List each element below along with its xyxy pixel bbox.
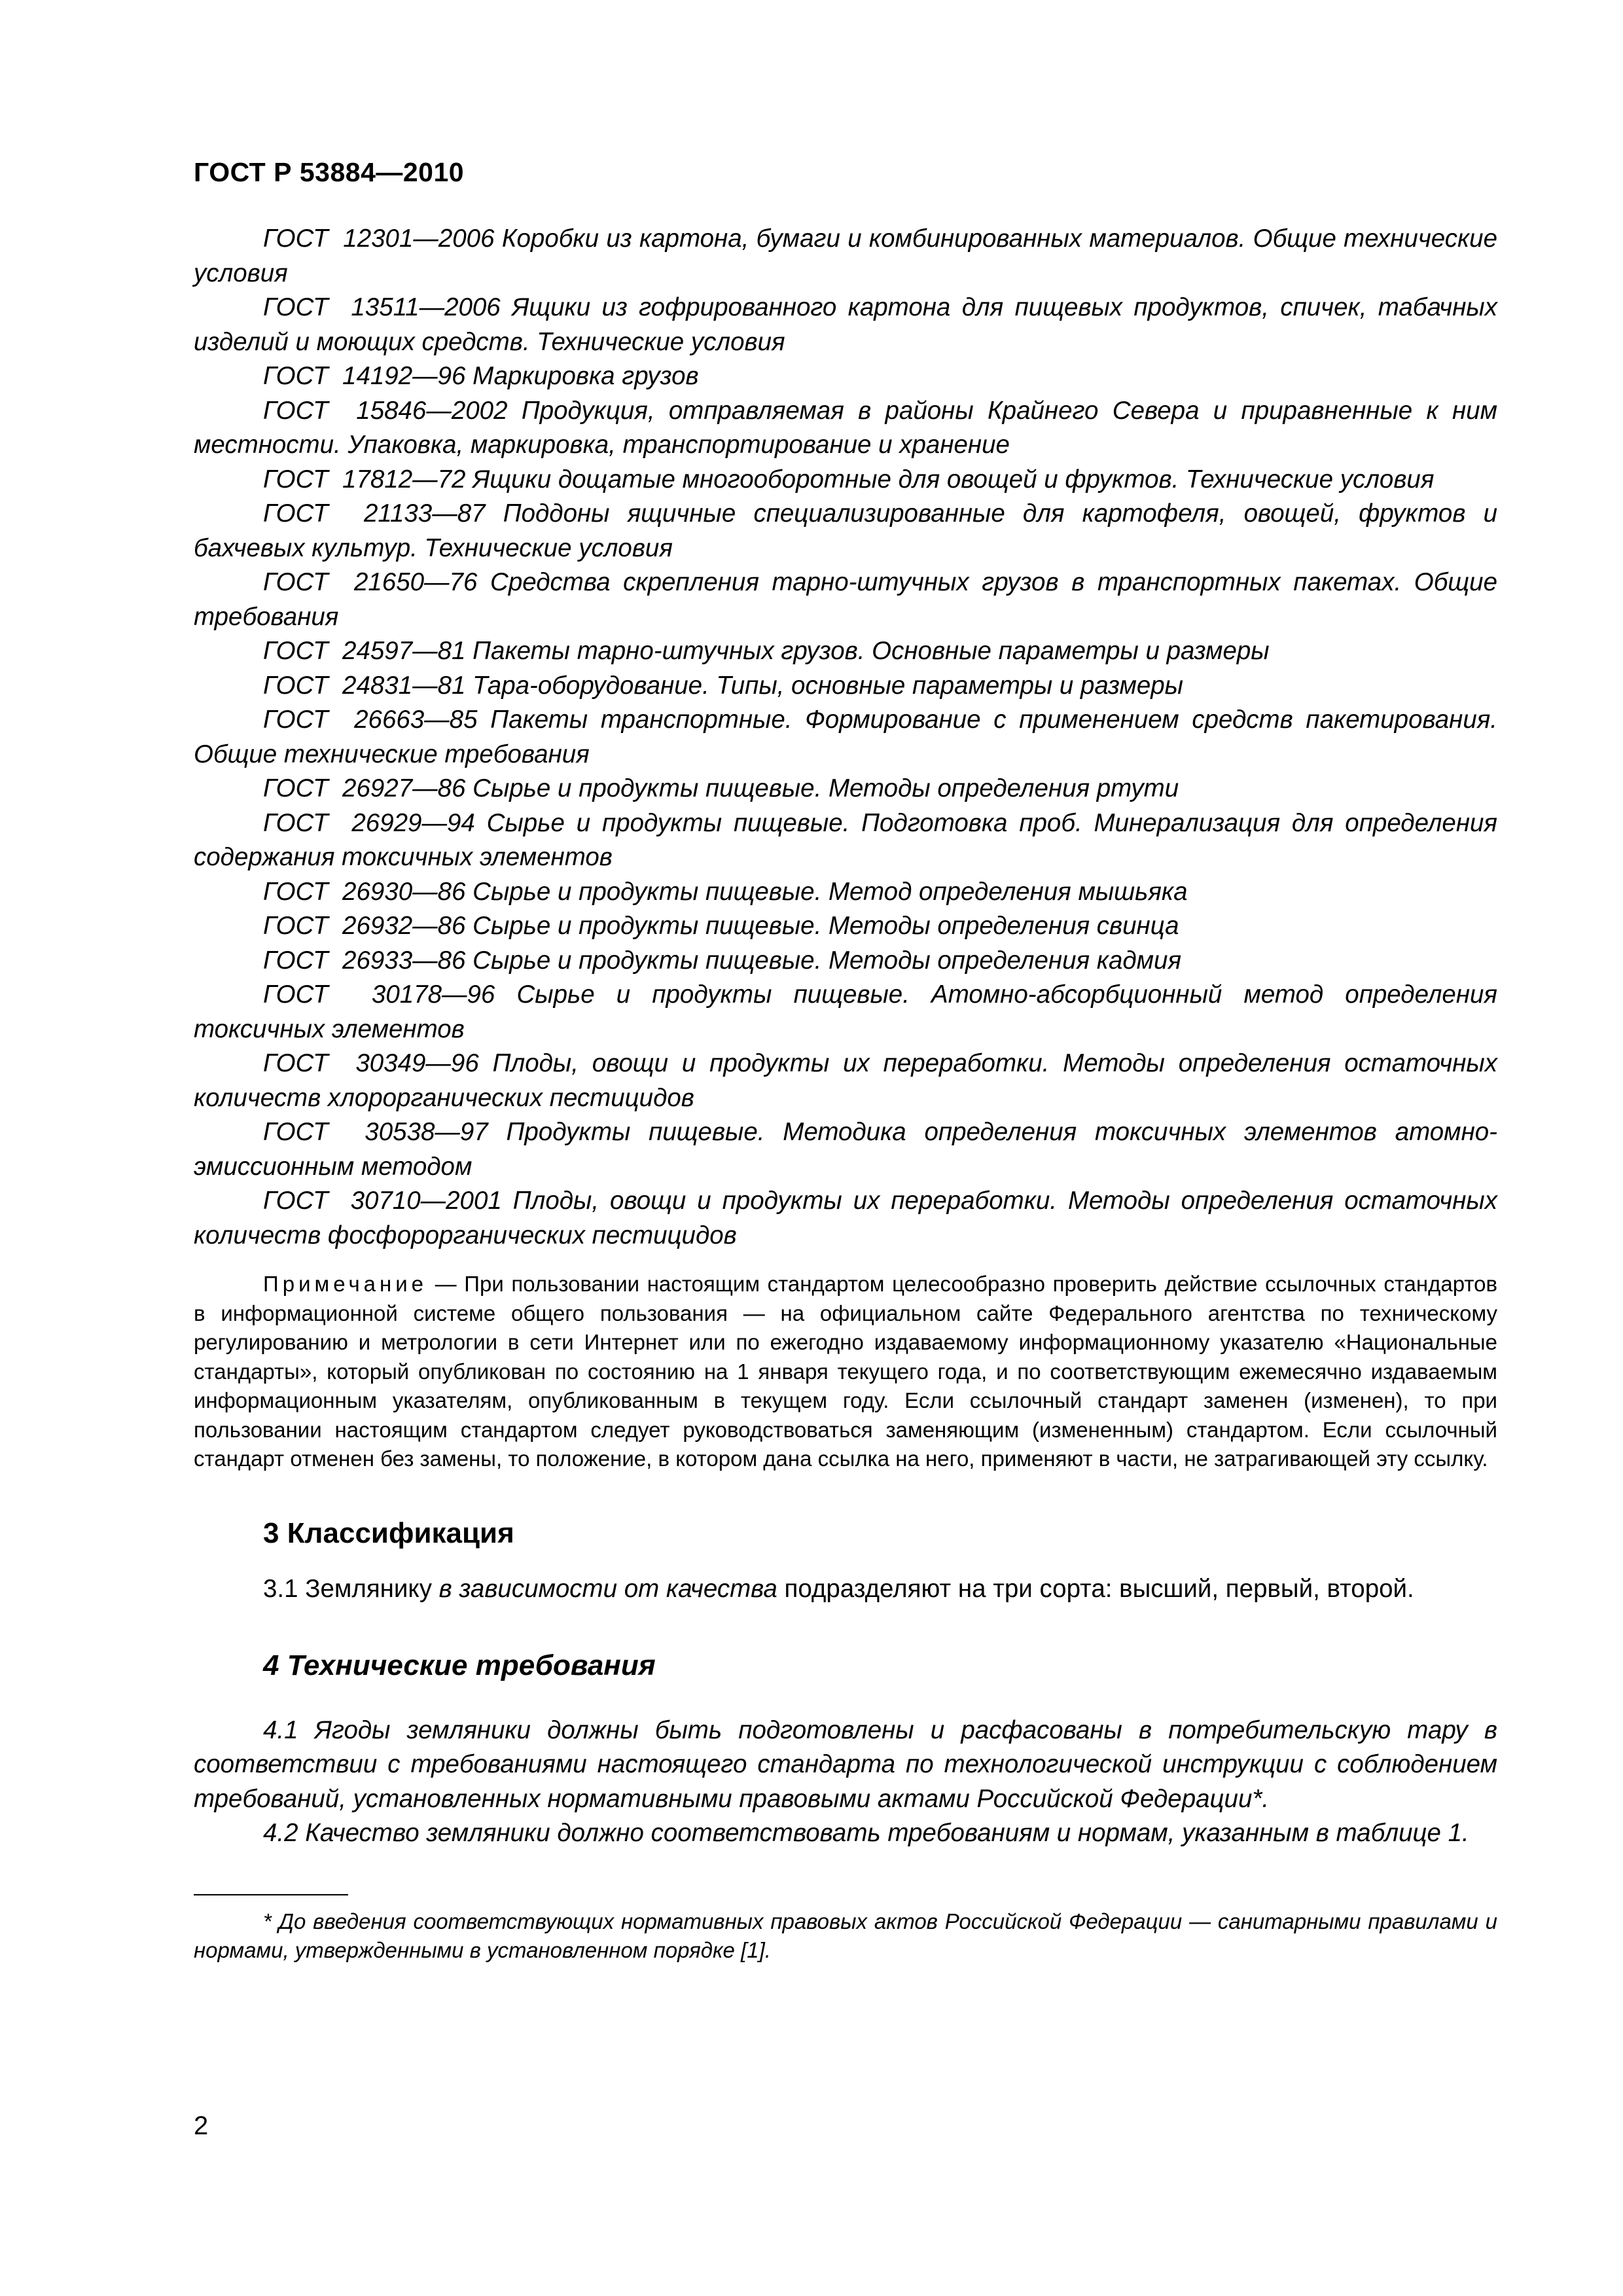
clause-3-1-rest: подразделяют на три сорта: высший, первый, второй. (777, 1574, 1414, 1603)
reference-title: Сырье и продукты пищевые. Методы определения ртути (473, 774, 1179, 802)
reference-item (194, 875, 1497, 910)
reference-title: Ящики дощатые многооборотные для овощей и фруктов. Технические условия (473, 465, 1435, 493)
reference-code: ГОСТ 26929—94 (263, 808, 475, 837)
reference-title: Плоды, овощи и продукты их переработки. Методы определения остаточных количеств хлорорганических пестицидов (194, 1049, 1497, 1112)
reference-code: ГОСТ 14192—96 (263, 362, 466, 390)
reference-title: Сырье и продукты пищевые. Методы определения свинца (473, 912, 1179, 940)
reference-title: Продукция, отправляемая в районы Крайнего Севера и приравненные к ним местности. Упаковка, маркировка, транспортирование и хранение (194, 396, 1497, 459)
reference-title: Сырье и продукты пищевые. Методы определения кадмия (473, 946, 1182, 975)
reference-item (194, 944, 1497, 978)
clause-4-2: 4.2 Качество земляники должно соответствовать требованиям и нормам, указанным в таблице 1. (263, 1819, 1469, 1847)
reference-code: ГОСТ 26930—86 (263, 877, 466, 906)
reference-code: ГОСТ 26663—85 (263, 706, 478, 734)
reference-item (194, 978, 1497, 1047)
reference-code: ГОСТ 15846—2002 (263, 396, 508, 425)
reference-item (194, 394, 1497, 463)
section-4 (194, 1649, 1497, 1682)
reference-title: Тара-оборудование. Типы, основные параметры и размеры (473, 671, 1183, 700)
reference-item (194, 669, 1497, 704)
section-4-heading: 4 Технические требования (263, 1649, 656, 1681)
reference-item (194, 291, 1497, 359)
reference-code: ГОСТ 17812—72 (263, 465, 466, 493)
reference-title: Пакеты тарно-штучных грузов. Основные параметры и размеры (473, 637, 1270, 665)
reference-item (194, 222, 1497, 291)
reference-title: Пакеты транспортные. Формирование с применением средств пакетирования. Общие технические требования (194, 706, 1498, 768)
document-page (194, 157, 1497, 1987)
reference-item (194, 1184, 1497, 1253)
reference-title: Маркировка грузов (473, 362, 699, 390)
reference-item (194, 772, 1497, 806)
reference-code: ГОСТ 26932—86 (263, 912, 466, 940)
reference-code: ГОСТ 21133—87 (263, 499, 486, 528)
reference-title: Ящики из гофрированного картона для пищевых продуктов, спичек, табачных изделий и моющих средств. Технические условия (194, 293, 1497, 356)
reference-code: ГОСТ 12301—2006 (263, 224, 495, 253)
references-note (194, 1270, 1497, 1474)
reference-item (194, 703, 1497, 772)
reference-item (194, 909, 1497, 944)
reference-title: Сырье и продукты пищевые. Атомно-абсорбционный метод определения токсичных элементов (194, 980, 1497, 1043)
footnote: * До введения соответствующих нормативных правовых актов Российской Федерации — санитарными правилами и нормами, утвержденными в установленном порядке [1]. (194, 1909, 1497, 1962)
reference-title: Продукты пищевые. Методика определения токсичных элементов атомно-эмиссионным методом (194, 1118, 1497, 1181)
reference-item (194, 634, 1497, 669)
reference-item (194, 806, 1497, 875)
reference-title: Плоды, овощи и продукты их переработки. Методы определения остаточных количеств фосфорорганических пестицидов (194, 1187, 1497, 1249)
reference-code: ГОСТ 24831—81 (263, 671, 466, 700)
clause-3-1-italic: в зависимости от качества (438, 1574, 777, 1603)
clause-3-1-lead: 3.1 Землянику (263, 1574, 439, 1603)
reference-code: ГОСТ 24597—81 (263, 637, 466, 665)
reference-code: ГОСТ 30538—97 (263, 1118, 488, 1146)
reference-title: Поддоны ящичные специализированные для картофеля, овощей, фруктов и бахчевых культур. Технические условия (194, 499, 1498, 562)
reference-code: ГОСТ 30349—96 (263, 1049, 479, 1077)
reference-title: Средства скрепления тарно-штучных грузов в транспортных пакетах. Общие требования (194, 568, 1498, 631)
reference-item (194, 1047, 1497, 1115)
reference-code: ГОСТ 30178—96 (263, 980, 495, 1009)
note-label: Примечание (263, 1272, 428, 1296)
note-text: — При пользовании настоящим стандартом целесообразно проверить действие ссылочных стандартов в информационной системе общего пользования — на официальном сайте Федерального агентства по техническому регулированию и метрологии в сети Интернет или по ежегодно издаваемому информационному указателю «Национальные стандарты», который опубликован по состоянию на 1 января текущего года, и по соответствующим ежемесячно издаваемым информационным указателям, опубликованным в текущем году. Если ссылочный стандарт заменен (изменен), то при пользовании настоящим стандартом следует руководствоваться заменяющим (измененным) стандартом. Если ссылочный стандарт отменен без замены, то положение, в котором дана ссылка на него, применяют в части, не затрагивающей эту ссылку. (194, 1272, 1497, 1471)
section-3-heading: 3 Классификация (263, 1516, 514, 1549)
reference-item (194, 1115, 1497, 1184)
reference-code: ГОСТ 26933—86 (263, 946, 466, 975)
normative-references-list (194, 222, 1497, 1253)
reference-code: ГОСТ 30710—2001 (263, 1187, 502, 1215)
footnote-divider (194, 1894, 348, 1895)
reference-code: ГОСТ 13511—2006 (263, 293, 501, 321)
reference-code: ГОСТ 26927—86 (263, 774, 466, 802)
document-code-header: ГОСТ Р 53884—2010 (194, 157, 465, 187)
reference-title: Сырье и продукты пищевые. Подготовка проб. Минерализация для определения содержания токсичных элементов (194, 808, 1497, 871)
section-3 (194, 1517, 1497, 1550)
reference-item (194, 359, 1497, 394)
reference-title: Сырье и продукты пищевые. Метод определения мышьяка (473, 877, 1188, 906)
reference-item (194, 565, 1497, 634)
reference-item (194, 463, 1497, 497)
page-number: 2 (194, 2111, 209, 2140)
reference-title: Коробки из картона, бумаги и комбинированных материалов. Общие технические условия (194, 224, 1497, 287)
clause-4-1: 4.1 Ягоды земляники должны быть подготовлены и расфасованы в потребительскую тару в соответствии с требованиями настоящего стандарта по технологической инструкции с соблюдением требований, установленных нормативными правовыми актами Российской Федерации*. (194, 1715, 1497, 1813)
clause-3-1 (194, 1572, 1497, 1606)
reference-item (194, 497, 1497, 565)
reference-code: ГОСТ 21650—76 (263, 568, 478, 596)
